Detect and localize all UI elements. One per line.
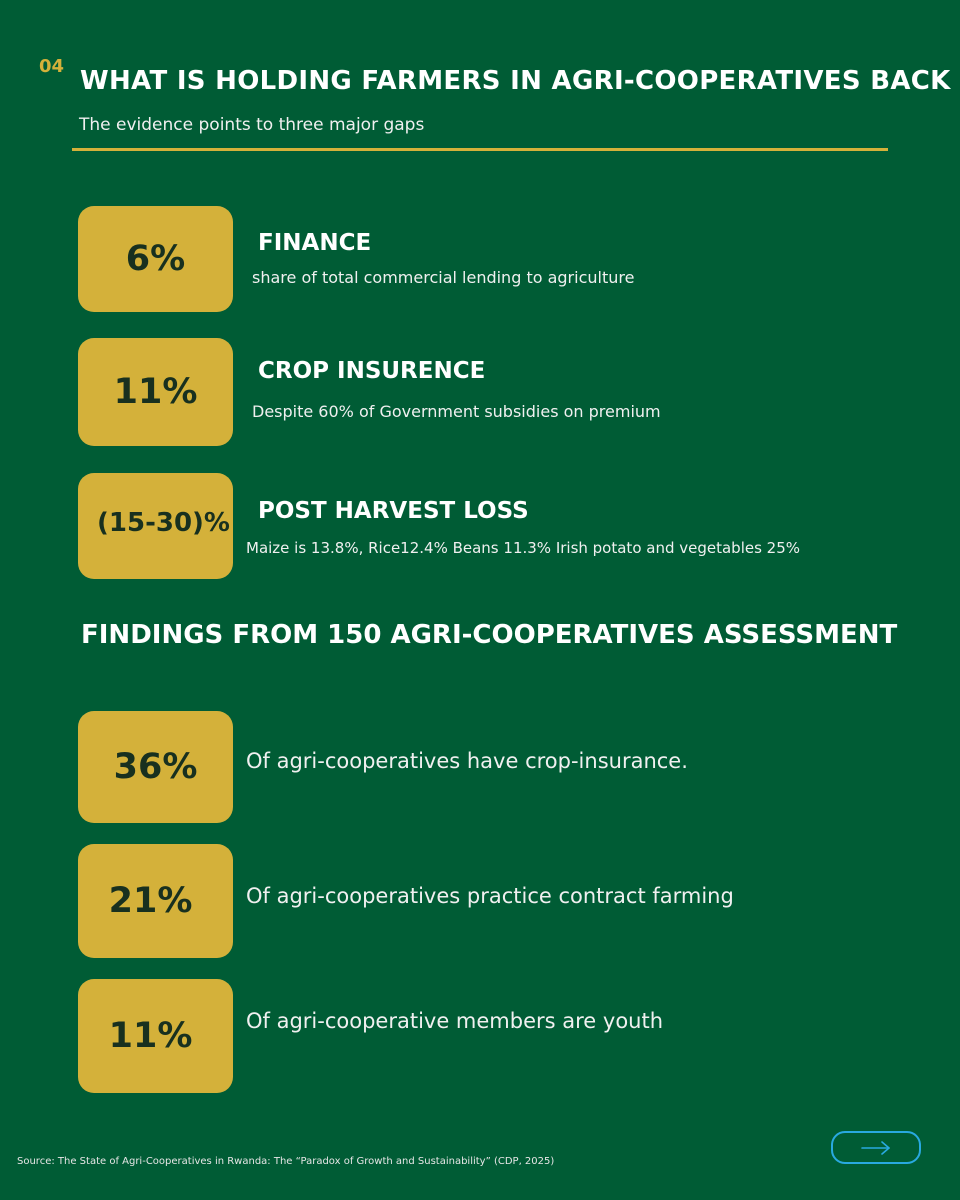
crop-insurance-description: Despite 60% of Government subsidies on premium [252, 402, 661, 421]
finding-stat-box [78, 711, 233, 823]
next-button[interactable] [831, 1131, 921, 1164]
finding-text: Of agri-cooperatives have crop-insurance. [246, 749, 688, 773]
page-number: 04 [39, 56, 65, 77]
finding-stat-value: 21% [108, 881, 193, 921]
finding-stat-value: 11% [108, 1016, 193, 1056]
crop-insurance-heading: CROP INSURENCE [258, 358, 486, 384]
source-citation: Source: The State of Agri-Cooperatives in Rwanda: The “Paradox of Growth and Sustainability” (CDP, 2025) [17, 1156, 555, 1167]
finding-stat-box [78, 844, 233, 958]
finance-stat-box [78, 206, 233, 312]
crop-insurance-stat-value: 11% [113, 372, 198, 412]
finance-heading: FINANCE [258, 230, 372, 256]
title-divider [72, 148, 888, 151]
arrow-right-icon [860, 1140, 892, 1156]
finding-text: Of agri-cooperative members are youth [246, 1009, 664, 1033]
crop-insurance-stat-box [78, 338, 233, 446]
post-harvest-heading: POST HARVEST LOSS [258, 498, 529, 524]
finding-stat-box [78, 979, 233, 1093]
finance-description: share of total commercial lending to agriculture [252, 268, 635, 287]
post-harvest-description: Maize is 13.8%, Rice12.4% Beans 11.3% Irish potato and vegetables 25% [246, 539, 801, 557]
page-title: WHAT IS HOLDING FARMERS IN AGRI-COOPERATIVES BACK [80, 66, 951, 96]
finding-text: Of agri-cooperatives practice contract farming [246, 884, 734, 908]
finding-stat-value: 36% [113, 747, 198, 787]
findings-section-title: FINDINGS FROM 150 AGRI-COOPERATIVES ASSESSMENT [81, 620, 898, 650]
page-subtitle: The evidence points to three major gaps [79, 115, 425, 135]
finance-stat-value: 6% [125, 239, 186, 279]
post-harvest-stat-value: (15-30)% [97, 508, 230, 538]
